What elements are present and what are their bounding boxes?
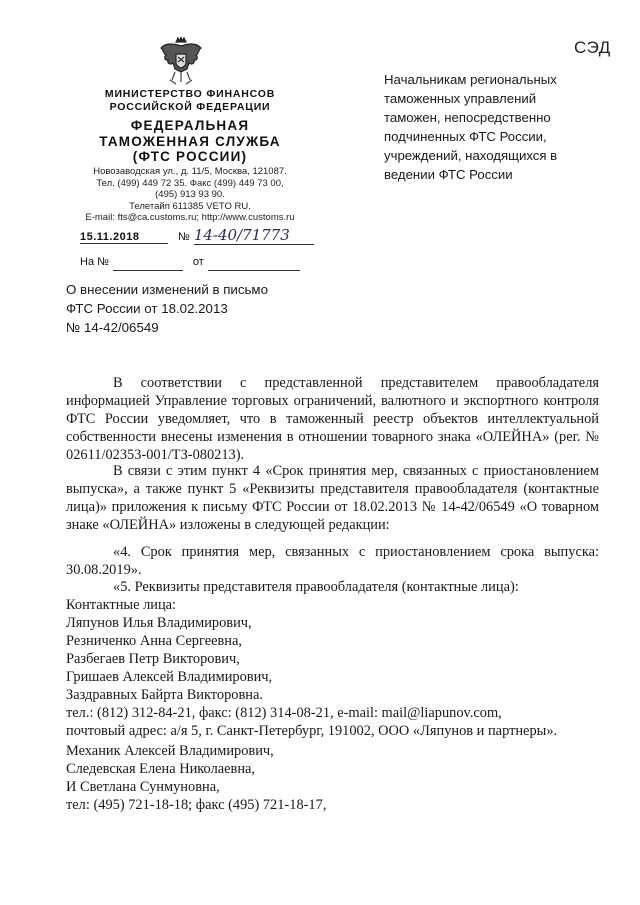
agency-line-3: (ФТС РОССИИ): [132, 149, 248, 164]
registration-number: 14-40/71773: [194, 226, 314, 245]
agency-title: [55, 118, 325, 165]
contact-line: Резниченко Анна Сергеевна,: [66, 633, 242, 649]
coat-of-arms-icon: [158, 36, 204, 86]
incoming-date-field: [208, 252, 300, 271]
addressee-line: ведении ФТС России: [384, 167, 513, 182]
from-label: от: [192, 256, 204, 268]
contact-line: Следевская Елена Николаевна,: [66, 761, 256, 777]
incoming-line: [80, 252, 330, 271]
contact-line: Механик Алексей Владимирович,: [66, 743, 274, 759]
addressee-line: таможен, непосредственно: [384, 110, 551, 125]
address-line: Новозаводская ул., д. 11/5, Москва, 121087.: [93, 166, 287, 177]
contact-line: И Светлана Сунмуновна,: [66, 779, 220, 795]
ministry-title: [55, 88, 325, 114]
addressee-line: таможенных управлений: [384, 91, 537, 106]
agency-line-2: ТАМОЖЕННАЯ СЛУЖБА: [99, 133, 281, 149]
contact-line: Разбегаев Петр Викторович,: [66, 651, 240, 667]
registration-date: 15.11.2018: [80, 231, 168, 244]
addressee-line: Начальникам региональных: [384, 72, 557, 87]
contacts-block-1: [66, 596, 599, 740]
contact-line: Заздравных Байрта Викторовна.: [66, 687, 263, 703]
subject-line: ФТС России от 18.02.2013: [66, 301, 228, 316]
ministry-line-2: РОССИЙСКОЙ ФЕДЕРАЦИИ: [109, 101, 271, 113]
contact-line: Гришаев Алексей Владимирович,: [66, 669, 273, 685]
subject-line: О внесении изменений в письмо: [66, 282, 268, 297]
incoming-number-field: [113, 252, 183, 271]
agency-line-1: ФЕДЕРАЛЬНАЯ: [130, 118, 250, 133]
contact-line: тел.: (812) 312-84-21, факс: (812) 314-08-21, e-mail: mail@liapunov.com,: [66, 705, 502, 721]
ministry-line-1: МИНИСТЕРСТВО ФИНАНСОВ: [104, 88, 276, 100]
contact-line: Контактные лица:: [66, 597, 177, 613]
sed-mark: СЭД: [574, 38, 611, 57]
addressee-line: подчиненных ФТС России,: [384, 129, 547, 144]
agency-address: [60, 166, 320, 224]
subject-line: № 14-42/06549: [66, 320, 159, 335]
registration-line: [80, 226, 330, 245]
subject-block: [66, 280, 366, 337]
addressee-line: учреждений, находящихся в: [384, 148, 558, 163]
address-line: Тел. (499) 449 72 35. Факс (499) 449 73 00,: [96, 177, 284, 189]
address-line: E-mail: fts@ca.customs.ru; http://www.customs.ru: [85, 212, 295, 224]
paragraph-4: «5. Реквизиты представителя правообладателя (контактные лица):: [113, 579, 519, 595]
contacts-block-2: [66, 742, 599, 814]
contact-line: тел: (495) 721-18-18; факс (495) 721-18-17,: [66, 797, 327, 813]
addressee-block: [384, 70, 604, 184]
incoming-label: На №: [80, 256, 109, 268]
paragraph-2: В связи с этим пункт 4 «Срок принятия мер, связанных с приостановлением выпуска», а также пункт 5 «Реквизиты представителя правообладателя (контактные лица)» приложения к письму ФТС России от 18.02.2013 № 14-42/06549 «О товарном знаке «ОЛЕЙНА» изложены в следующей редакции:: [66, 463, 599, 533]
registration-number-label: №: [178, 231, 190, 243]
address-line: Телетайп 611385 VETO RU.: [129, 200, 251, 212]
contact-line: почтовый адрес: а/я 5, г. Санкт-Петербург, 191002, ООО «Ляпунов и партнеры».: [66, 723, 558, 739]
paragraph-3: «4. Срок принятия мер, связанных с приостановлением срока выпуска: 30.08.2019».: [66, 544, 599, 578]
contact-line: Ляпунов Илья Владимирович,: [66, 615, 252, 631]
paragraph-1: В соответствии с представленной представителем правообладателя информацией Управление торговых ограничений, валютного и экспортного контроля ФТС России уведомляет, что в таможенный реестр объектов интеллектуальной собственности внесены изменения в отношении товарного знака «ОЛЕЙНА» (рег. № 02611/02353-001/ТЗ-080213).: [66, 375, 599, 463]
address-line: (495) 913 93 90.: [155, 189, 225, 201]
